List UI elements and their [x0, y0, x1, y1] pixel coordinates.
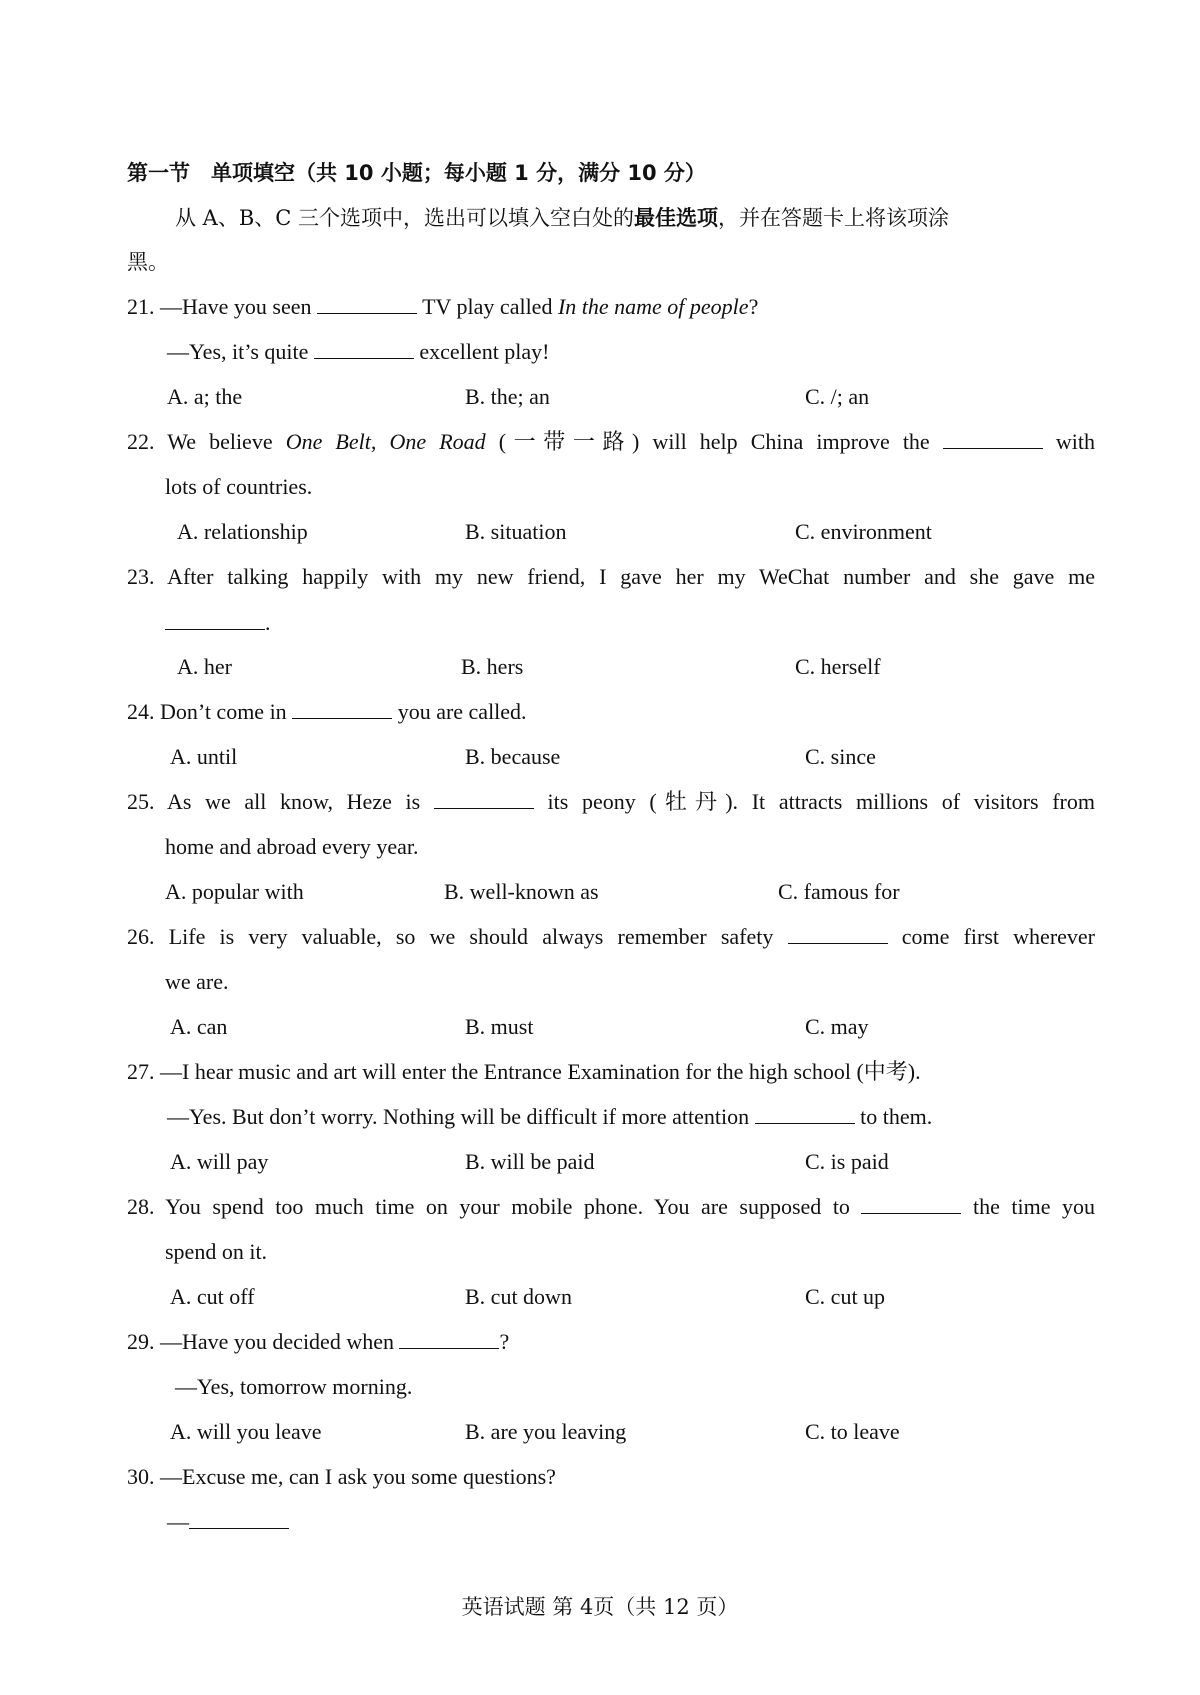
answer-blank	[317, 295, 417, 314]
question-28: 28. You spend too much time on your mobile phone. You are supposed to the time you	[127, 1194, 1095, 1219]
option-c: C. cut up	[805, 1284, 886, 1309]
question-30: 30. —Excuse me, can I ask you some questions?	[127, 1464, 556, 1489]
question-27-reply: —Yes. But don’t worry. Nothing will be difficult if more attention to them.	[167, 1104, 933, 1129]
answer-blank	[399, 1330, 499, 1349]
option-a: A. popular with	[165, 879, 304, 904]
option-c: C. may	[805, 1014, 869, 1039]
answer-blank	[755, 1105, 855, 1124]
answer-blank	[189, 1510, 289, 1529]
question-22-cont: lots of countries.	[165, 474, 313, 499]
answer-blank	[292, 700, 392, 719]
option-b: B. must	[465, 1014, 534, 1039]
answer-blank	[788, 925, 888, 944]
answer-blank	[434, 790, 534, 809]
section-instruction: 从 A、B、C 三个选项中，选出可以填入空白处的最佳选项，并在答题卡上将该项涂	[175, 205, 950, 230]
answer-blank	[314, 340, 414, 359]
answer-blank	[861, 1195, 961, 1214]
option-a: A. will pay	[170, 1149, 269, 1174]
option-a: A. relationship	[177, 519, 308, 544]
option-b: B. because	[465, 744, 561, 769]
question-25: 25. As we all know, Heze is its peony (牡丹). It attracts millions of visitors from	[127, 789, 1095, 814]
option-b: B. hers	[461, 654, 524, 679]
option-a: A. can	[170, 1014, 228, 1039]
option-c: C. to leave	[805, 1419, 900, 1444]
option-b: B. well-known as	[444, 879, 599, 904]
option-c: C. since	[805, 744, 876, 769]
question-29: 29. —Have you decided when ?	[127, 1329, 510, 1354]
option-a: A. a; the	[167, 384, 243, 409]
option-a: A. cut off	[170, 1284, 255, 1309]
question-21-reply: —Yes, it’s quite excellent play!	[167, 339, 550, 364]
question-24: 24. Don’t come in you are called.	[127, 699, 527, 724]
section-instruction-cont: 黑。	[127, 250, 169, 274]
section-heading: 第一节 单项填空（共 10 小题；每小题 1 分，满分 10 分）	[127, 161, 706, 185]
option-c: C. herself	[795, 654, 881, 679]
answer-blank	[943, 430, 1043, 449]
question-29-reply: —Yes, tomorrow morning.	[175, 1374, 413, 1399]
option-b: B. are you leaving	[465, 1419, 627, 1444]
option-b: B. cut down	[465, 1284, 572, 1309]
option-a: A. will you leave	[170, 1419, 322, 1444]
option-a: A. her	[177, 654, 232, 679]
question-23-cont: .	[165, 608, 271, 638]
question-30-reply: —	[167, 1507, 289, 1537]
option-c: C. environment	[795, 519, 932, 544]
question-26-cont: we are.	[165, 969, 229, 994]
question-21: 21. —Have you seen TV play called In the name of people?	[127, 294, 759, 319]
question-27: 27. —I hear music and art will enter the Entrance Examination for the high school (中考).	[127, 1059, 921, 1084]
page-footer: 英语试题 第 4页（共 12 页）	[461, 1595, 739, 1619]
option-b: B. will be paid	[465, 1149, 595, 1174]
question-26: 26. Life is very valuable, so we should always remember safety come first wherever	[127, 924, 1096, 949]
answer-blank	[165, 611, 265, 630]
option-b: B. the; an	[465, 384, 550, 409]
option-b: B. situation	[465, 519, 567, 544]
option-c: C. /; an	[805, 384, 870, 409]
option-c: C. is paid	[805, 1149, 889, 1174]
question-25-cont: home and abroad every year.	[165, 834, 419, 859]
option-a: A. until	[170, 744, 238, 769]
option-c: C. famous for	[778, 879, 900, 904]
question-22: 22. We believe One Belt, One Road (一带一路) will help China improve the with	[127, 429, 1096, 454]
question-28-cont: spend on it.	[165, 1239, 268, 1264]
question-23: 23. After talking happily with my new friend, I gave her my WeChat number and she gave me	[127, 564, 1095, 589]
